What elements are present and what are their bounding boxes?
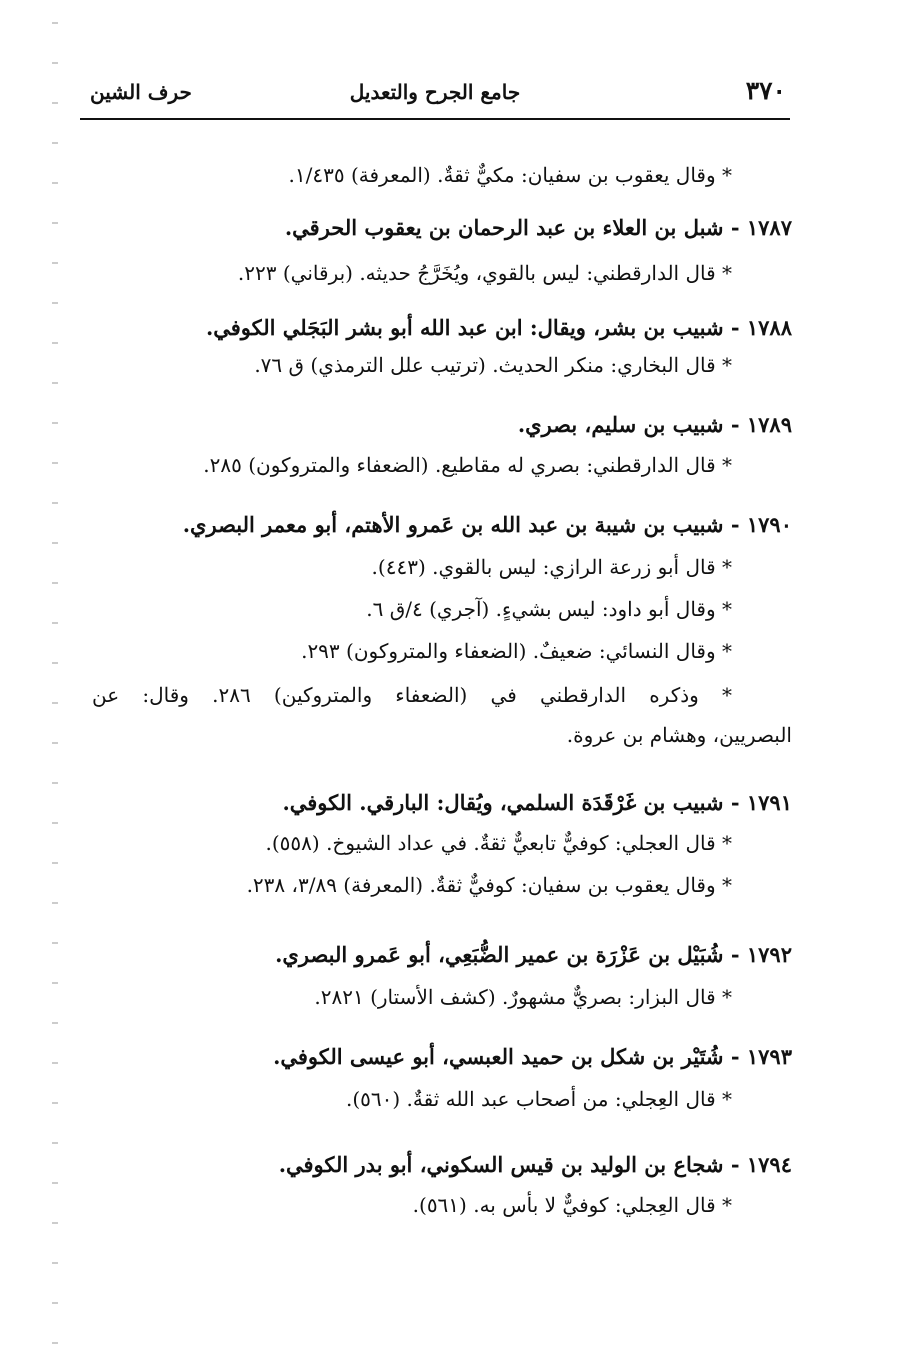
entry-heading: ١٧٩٤ - شجاع بن الوليد بن قيس السكوني، أبو بدر الكوفي.: [278, 1152, 792, 1177]
entry-line: * قال الدارقطني: ليس بالقوي، ويُخَرَّجُ حديثه. (برقاني) ٢٢٣.: [237, 261, 732, 285]
entry-line: * قال العِجلي: من أصحاب عبد الله ثقةٌ. (٥٦٠).: [345, 1087, 732, 1111]
section-title: حرف الشين: [90, 80, 192, 104]
entry-line: * قال العجلي: كوفيٌّ تابعيٌّ ثقةٌ. في عداد الشيوخ. (٥٥٨).: [265, 831, 732, 855]
entry-line: * وقال يعقوب بن سفيان: كوفيٌّ ثقةٌ. (المعرفة) ٣/٨٩، ٢٣٨.: [246, 873, 732, 897]
entry-line: * وقال أبو داود: ليس بشيءٍ. (آجري) ٤/ق ٦.: [366, 597, 732, 621]
entry-line: * قال البزار: بصريٌّ مشهورٌ. (كشف الأستار) ٢٨٢١.: [314, 985, 732, 1009]
entry-line: * قال أبو زرعة الرازي: ليس بالقوي. (٤٤٣).: [371, 555, 732, 579]
entry-line: * قال الدارقطني: بصري له مقاطيع. (الضعفاء والمتروكون) ٢٨٥.: [203, 453, 732, 477]
entry-line: البصريين، وهشام بن عروة.: [566, 723, 792, 747]
entry-line: * قال البخاري: منكر الحديث. (ترتيب علل الترمذي) ق ٧٦.: [254, 353, 732, 377]
entry-line: * وقال يعقوب بن سفيان: مكيٌّ ثقةٌ. (المعرفة) ١/٤٣٥.: [288, 163, 732, 187]
entry-heading: ١٧٨٧ - شبل بن العلاء بن عبد الرحمان بن يعقوب الحرقي.: [284, 215, 792, 240]
page-number: ٣٧٠: [745, 76, 786, 105]
entry-heading: ١٧٩٠ - شبيب بن شيبة بن عبد الله بن عَمرو الأهتم، أبو معمر البصري.: [182, 512, 792, 537]
entry-line: * وذكره الدارقطني في (الضعفاء والمتروكين) ٢٨٦. وقال: عن: [92, 683, 732, 707]
entry-heading: ١٧٨٨ - شبيب بن بشر، ويقال: ابن عبد الله أبو بشر البَجَلي الكوفي.: [205, 315, 792, 340]
scan-margin-specks: [52, 0, 58, 1352]
entry-line: * قال العِجلي: كوفيٌّ لا بأس به. (٥٦١).: [412, 1193, 732, 1217]
running-header: [80, 72, 790, 120]
entry-heading: ١٧٩١ - شبيب بن غَرْقَدَة السلمي، ويُقال: البارقي. الكوفي.: [282, 790, 792, 815]
book-title: جامع الجرح والتعديل: [349, 80, 521, 104]
entry-heading: ١٧٩٢ - شُبَيْل بن عَزْرَة بن عمير الضُّبَعِي، أبو عَمرو البصري.: [275, 942, 792, 967]
entry-line: * وقال النسائي: ضعيفٌ. (الضعفاء والمتروكون) ٢٩٣.: [301, 639, 732, 663]
entry-heading: ١٧٨٩ - شبيب بن سليم، بصري.: [517, 412, 792, 437]
entry-heading: ١٧٩٣ - شُتَيْر بن شكل بن حميد العبسي، أبو عيسى الكوفي.: [273, 1044, 792, 1069]
